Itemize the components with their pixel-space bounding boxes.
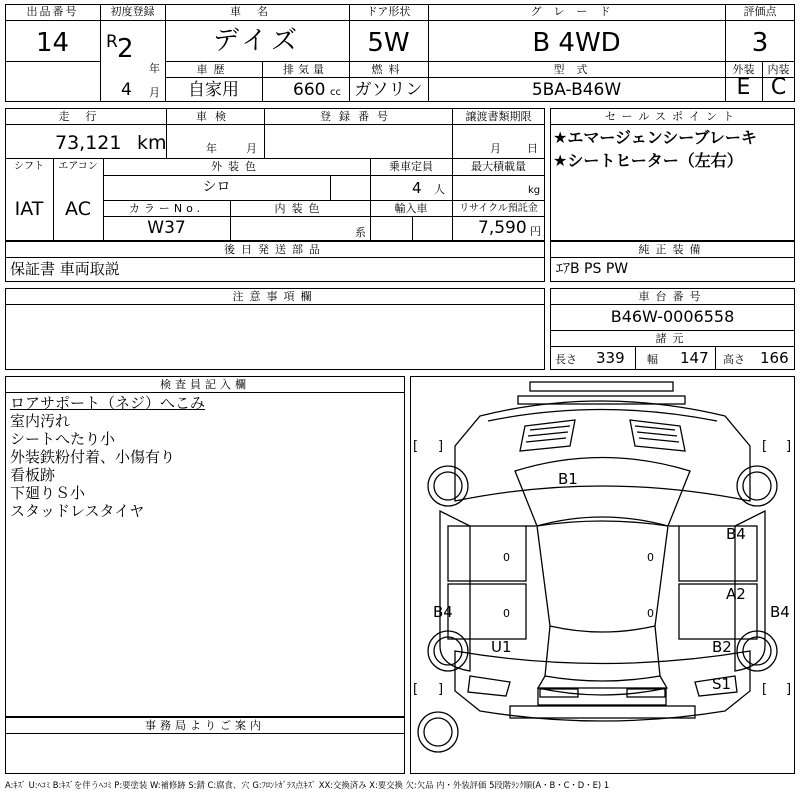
inspector-label: 検査員記入欄 (160, 378, 250, 391)
capacity-label: 乗車定員 (389, 160, 433, 173)
mileage: 73,121 (55, 132, 122, 154)
model-label: 型式 (553, 63, 600, 76)
load-label: 最大積載量 (471, 160, 526, 173)
shift-label: シフト (14, 161, 44, 172)
length: 339 (596, 349, 625, 367)
int-color-unit: 系 (355, 226, 366, 239)
inspector-line: シートへたり小 (10, 430, 116, 448)
inspection-label: 車検 (196, 110, 234, 123)
bracket-mark: ] (786, 682, 792, 697)
car-name-label: 車名 (230, 5, 284, 18)
inspection-year-unit: 年 (206, 142, 217, 155)
bracket-mark: ] (786, 439, 792, 454)
int-grade: C (770, 75, 787, 100)
damage-mark: B4 (770, 603, 790, 621)
fuel-label: 燃料 (371, 63, 406, 76)
post-parts-label: 後日発送部品 (224, 243, 326, 256)
reg-year-unit: 年 (149, 62, 160, 75)
inspector-line: 下廻りＳ小 (10, 484, 86, 502)
height: 166 (760, 349, 789, 367)
reg-month: 4 (121, 80, 132, 100)
panel-mark: 0 (647, 551, 654, 564)
bracket-mark: [ (762, 682, 768, 697)
transfer-day-unit: 日 (527, 142, 538, 155)
model: 5BA-B46W (531, 80, 622, 100)
equipment: ｴｱB PS PW (556, 261, 629, 277)
person-unit: 人 (434, 183, 445, 196)
damage-mark: B4 (726, 525, 746, 543)
chassis-number: B46W-0006558 (610, 307, 735, 326)
mileage-unit: km (137, 132, 167, 154)
office-label: 事務局よりご案内 (145, 719, 265, 732)
reg-year: 2 (117, 34, 134, 64)
inspection-month-unit: 月 (246, 142, 257, 155)
score: 3 (751, 28, 769, 58)
sales-label: セールスポイント (604, 110, 740, 123)
displacement: 660 (293, 80, 326, 100)
height-label: 高さ (723, 353, 745, 366)
era: R (106, 32, 118, 52)
ac-label: エアコン (58, 161, 98, 172)
dims-label: 諸元 (655, 332, 690, 345)
notes-label: 注意事項欄 (232, 290, 318, 303)
ext-color: シロ (202, 179, 231, 195)
length-label: 長さ (555, 353, 577, 366)
lot-label: 出品番号 (26, 5, 79, 18)
inspector-line: 看板跡 (10, 466, 56, 484)
fuel: ガソリン (354, 80, 423, 100)
kg-unit: kg (528, 185, 541, 196)
inspector-line: スタッドレスタイヤ (10, 502, 145, 520)
reg-number-label: 登録番号 (320, 110, 396, 123)
inspector-line: 室内汚れ (10, 412, 71, 430)
history: 自家用 (188, 80, 239, 100)
damage-mark: B4 (433, 603, 453, 621)
int-color-label: 内装色 (274, 202, 326, 215)
width-label: 幅 (647, 353, 658, 366)
transfer-label: 譲渡書類期限 (465, 110, 532, 123)
bracket-mark: [ (762, 439, 768, 454)
inspector-line: ロアサポート（ネジ）へこみ (10, 394, 206, 412)
damage-mark: A2 (726, 585, 746, 603)
first-reg-label: 初度登録 (110, 5, 155, 18)
width: 147 (680, 349, 709, 367)
int-label: 内装 (767, 63, 790, 76)
car-name: デイズ (213, 26, 301, 56)
bracket-mark: [ (413, 439, 419, 454)
displacement-label: 排気量 (283, 63, 328, 76)
sales-item: ★エマージェンシーブレーキ (553, 128, 757, 147)
legend: A:ｷｽﾞ U:ﾍｺﾐ B:ｷｽﾞを伴うﾍｺﾐ P:要塗装 W:補修跡 S:錆 C:腐食、穴 G:ﾌﾛﾝﾄｶﾞﾗｽ点ｷｽﾞ XX:交換済み X:要交換 欠:欠品 内・外装評価 5段階ﾗﾝｸ順(A・B・C・D・E) 1 (5, 780, 610, 790)
panel-mark: 0 (503, 607, 510, 620)
post-parts: 保証書 車両取説 (10, 260, 120, 278)
recycle: 7,590 (478, 218, 527, 238)
door-label: ドア形状 (366, 5, 411, 18)
bracket-mark: [ (413, 682, 419, 697)
transfer-month-unit: 月 (490, 142, 501, 155)
damage-mark: U1 (491, 638, 512, 656)
bracket-mark: ] (438, 439, 444, 454)
ext-label: 外装 (732, 63, 755, 76)
mileage-label: 走行 (58, 110, 113, 123)
bracket-mark: ] (438, 682, 444, 697)
panel-mark: 0 (503, 551, 510, 564)
car-diagram (410, 376, 795, 774)
ext-color-label: 外装色 (211, 160, 262, 173)
grade-label: グレード (530, 5, 623, 18)
lot-number: 14 (35, 28, 70, 58)
damage-mark: B2 (712, 638, 732, 656)
damage-mark: S1 (712, 675, 732, 693)
capacity: 4 (412, 179, 422, 197)
color-no: W37 (147, 218, 186, 238)
chassis-label: 車台番号 (638, 290, 707, 303)
door: 5W (367, 28, 410, 58)
reg-month-unit: 月 (149, 86, 160, 99)
cc-unit: cc (330, 87, 341, 98)
history-label: 車歴 (196, 63, 231, 76)
recycle-label: リサイクル預託金 (459, 203, 538, 214)
yen-unit: 円 (530, 225, 541, 238)
grade: B 4WD (532, 28, 621, 58)
inspector-line: 外装鉄粉付着、小傷有り (10, 448, 176, 466)
score-label: 評価点 (743, 5, 777, 18)
sales-item: ★シートヒーター（左右） (553, 151, 743, 170)
ext-grade: E (736, 75, 751, 100)
color-no-label: カラーNo. (128, 202, 205, 215)
ac: AC (65, 198, 91, 220)
panel-mark: 0 (647, 607, 654, 620)
shift: IAT (14, 198, 44, 220)
equipment-label: 純正装備 (638, 243, 707, 256)
import-label: 輸入車 (394, 202, 428, 215)
damage-mark: B1 (558, 470, 578, 488)
